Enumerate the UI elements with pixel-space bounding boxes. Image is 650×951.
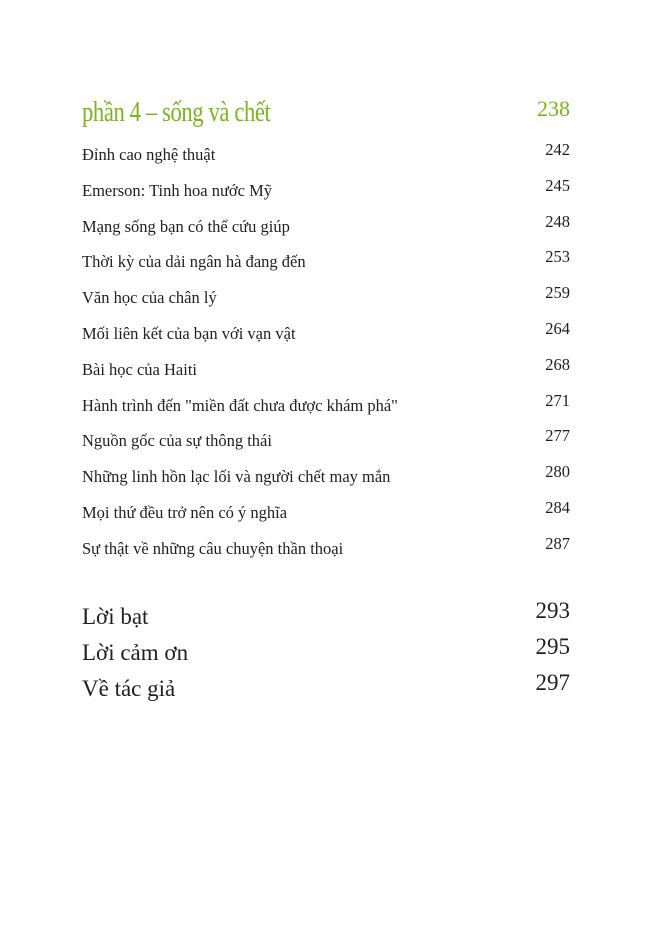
entry-page-number: 277 — [545, 426, 570, 446]
entry-page-number: 268 — [545, 354, 570, 374]
entry-page-number: 271 — [545, 390, 570, 410]
back-matter-entry[interactable] — [82, 598, 570, 634]
back-matter-entry[interactable] — [82, 670, 570, 706]
chapter-list — [82, 140, 570, 570]
part-header — [82, 94, 570, 134]
toc-entry[interactable] — [82, 212, 570, 248]
entry-title: Emerson: Tinh hoa nước Mỹ — [82, 180, 273, 200]
toc-entry[interactable] — [82, 319, 570, 355]
toc-entry[interactable] — [82, 534, 570, 570]
entry-title: Thời kỳ của dải ngân hà đang đến — [82, 252, 306, 272]
entry-page-number: 242 — [545, 140, 570, 159]
toc-entry[interactable] — [82, 462, 570, 498]
entry-title: Sự thật về những câu chuyện thần thoại — [82, 538, 344, 558]
entry-page-number: 287 — [545, 533, 570, 553]
toc-entry[interactable] — [82, 391, 570, 427]
back-matter-title: Lời cảm ơn — [82, 640, 189, 665]
entry-title: Đỉnh cao nghệ thuật — [82, 145, 216, 164]
part-page-number: 238 — [537, 96, 570, 121]
toc-entry[interactable] — [82, 176, 570, 212]
entry-page-number: 264 — [545, 318, 570, 338]
entry-title: Nguồn gốc của sự thông thái — [82, 431, 272, 451]
entry-title: Văn học của chân lý — [82, 288, 217, 308]
entry-title: Mối liên kết của bạn với vạn vật — [82, 323, 296, 343]
entry-page-number: 248 — [545, 211, 570, 231]
back-matter-page-number: 295 — [535, 634, 570, 659]
entry-title: Mạng sống bạn có thể cứu giúp — [82, 216, 290, 236]
back-matter-entry[interactable] — [82, 634, 570, 670]
toc-entry[interactable] — [82, 247, 570, 283]
toc-entry[interactable] — [82, 426, 570, 462]
back-matter-list — [82, 598, 570, 706]
entry-title: Mọi thứ đều trở nên có ý nghĩa — [82, 502, 288, 522]
entry-page-number: 280 — [545, 462, 570, 482]
entry-title: Bài học của Haiti — [82, 359, 198, 379]
back-matter-title: Lời bạt — [82, 604, 149, 629]
part-title: phần 4 – sống và chết — [82, 96, 271, 128]
back-matter-page-number: 293 — [535, 598, 570, 623]
entry-title: Hành trình đến "miền đất chưa được khám phá" — [82, 395, 398, 415]
toc-entry[interactable] — [82, 355, 570, 391]
back-matter-title: Về tác giả — [82, 676, 176, 701]
toc-entry[interactable] — [82, 283, 570, 319]
entry-page-number: 245 — [545, 175, 570, 195]
entry-title: Những linh hồn lạc lối và người chết may mắn — [82, 467, 391, 487]
entry-page-number: 259 — [545, 283, 570, 303]
back-matter-page-number: 297 — [535, 670, 570, 695]
entry-page-number: 253 — [545, 247, 570, 267]
toc-entry[interactable] — [82, 498, 570, 534]
entry-page-number: 284 — [545, 497, 570, 517]
toc-entry[interactable] — [82, 140, 570, 176]
